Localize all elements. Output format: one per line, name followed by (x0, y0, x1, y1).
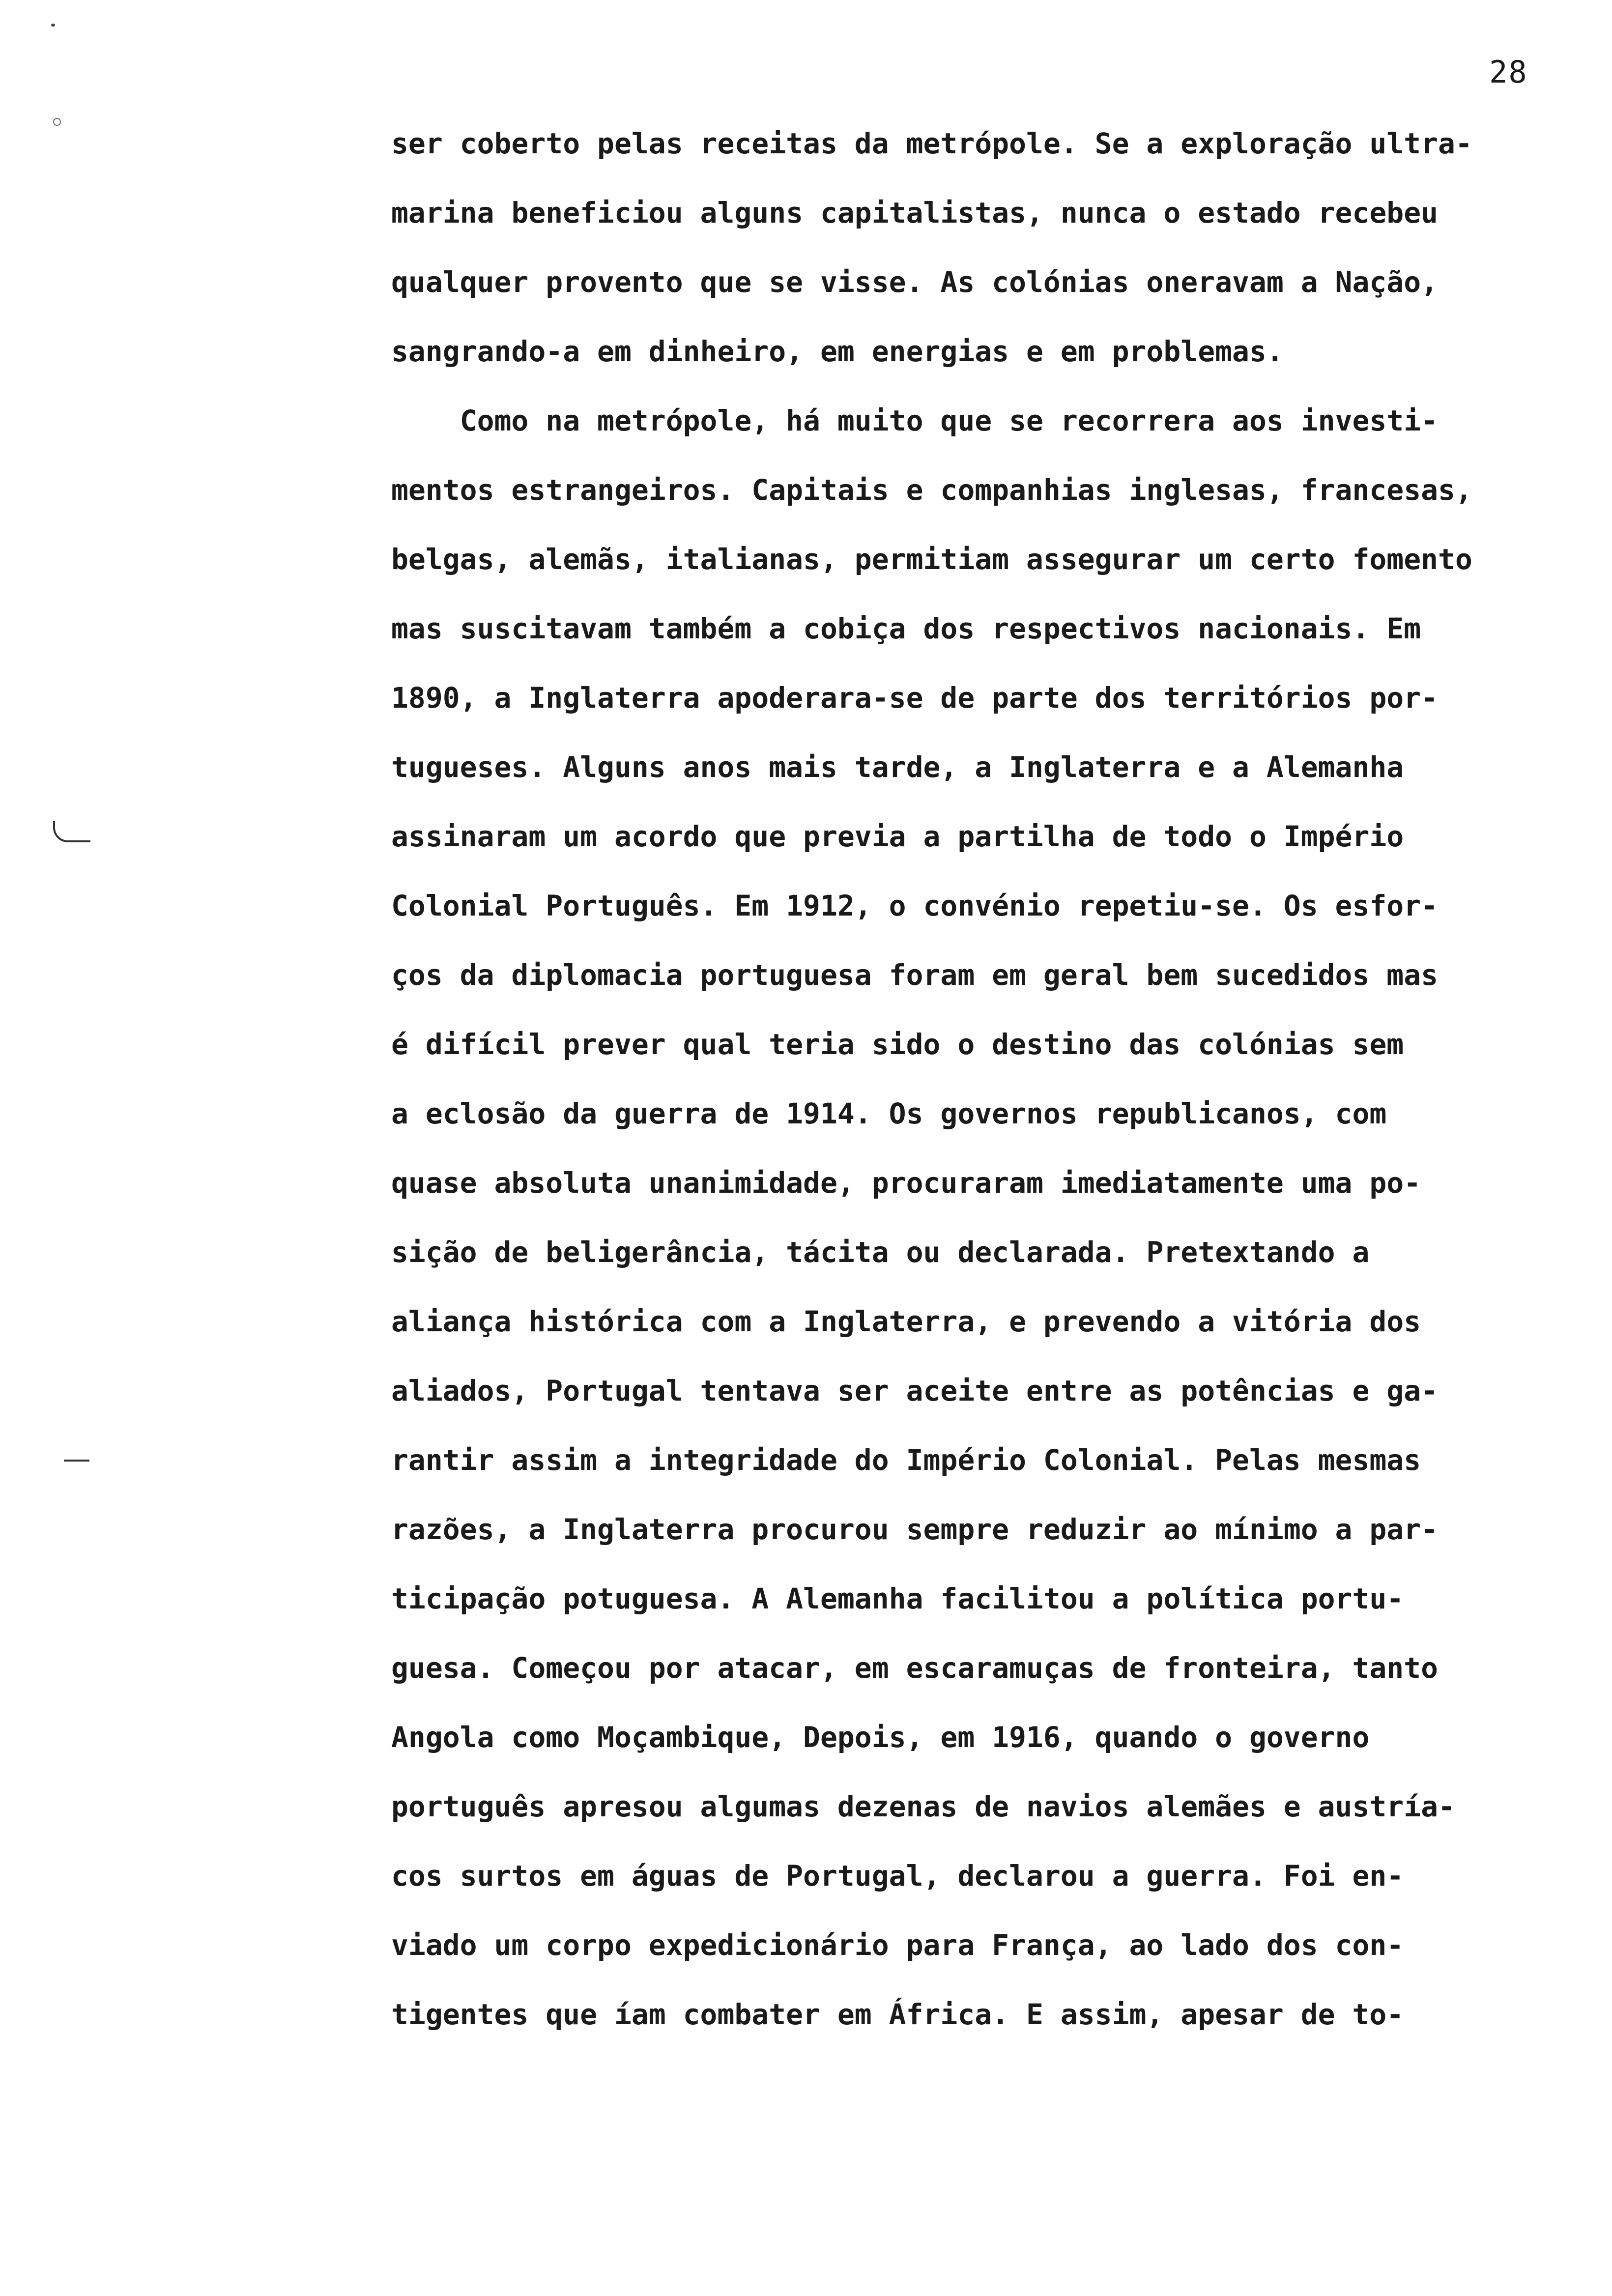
text-line: 1890, a Inglaterra apoderara-se de parte dos territórios por- (391, 681, 1439, 715)
text-line: guesa. Começou por atacar, em escaramuças de fronteira, tanto (391, 1651, 1439, 1685)
text-line: mas suscitavam também a cobiça dos respectivos nacionais. Em (391, 612, 1421, 645)
text-line: viado um corpo expedicionário para França, ao lado dos con- (391, 1928, 1404, 1962)
text-line: ticipação potuguesa. A Alemanha facilitou a política portu- (391, 1582, 1404, 1615)
text-line: tugueses. Alguns anos mais tarde, a Inglaterra e a Alemanha (391, 750, 1404, 784)
text-line: qualquer provento que se visse. As colónias oneravam a Nação, (391, 265, 1439, 299)
text-line: mentos estrangeiros. Capitais e companhias inglesas, francesas, (391, 473, 1472, 507)
text-line: ser coberto pelas receitas da metrópole. Se a exploração ultra- (391, 127, 1472, 160)
margin-hole-mark (53, 118, 61, 126)
text-line: tigentes que íam combater em África. E assim, apesar de to- (391, 1998, 1404, 2031)
text-line: aliados, Portugal tentava ser aceite entre as potências e ga- (391, 1374, 1439, 1407)
text-line: razões, a Inglaterra procurou sempre reduzir ao mínimo a par- (391, 1513, 1439, 1546)
text-line: sição de beligerância, tácita ou declarada. Pretextando a (391, 1235, 1370, 1269)
text-line: ços da diplomacia portuguesa foram em geral bem sucedidos mas (391, 958, 1439, 992)
text-line: belgas, alemãs, italianas, permitiam assegurar um certo fomento (391, 543, 1472, 576)
margin-speck (51, 24, 55, 27)
text-line: português apresou algumas dezenas de navios alemães e austría- (391, 1790, 1455, 1823)
text-line: cos surtos em águas de Portugal, declarou a guerra. Foi en- (391, 1859, 1404, 1893)
text-line: é difícil prever qual teria sido o destino das colónias sem (391, 1028, 1404, 1061)
margin-dash-mark (64, 1460, 89, 1462)
text-line: Angola como Moçambique, Depois, em 1916, quando o governo (391, 1721, 1370, 1754)
text-line: a eclosão da guerra de 1914. Os governos republicanos, com (391, 1097, 1387, 1130)
body-text (391, 109, 1610, 2049)
margin-pencil-mark (53, 821, 90, 842)
text-line: sangrando-a em dinheiro, em energias e em problemas. (391, 335, 1284, 368)
text-line: marina beneficiou alguns capitalistas, nunca o estado recebeu (391, 196, 1439, 230)
text-line: assinaram um acordo que previa a partilha de todo o Império (391, 820, 1404, 853)
text-line: Como na metrópole, há muito que se recorrera aos investi- (391, 404, 1439, 437)
text-line: aliança histórica com a Inglaterra, e prevendo a vitória dos (391, 1305, 1421, 1338)
page-number: 28 (1489, 54, 1528, 90)
text-line: rantir assim a integridade do Império Colonial. Pelas mesmas (391, 1443, 1421, 1477)
text-line: quase absoluta unanimidade, procuraram imediatamente uma po- (391, 1166, 1421, 1200)
text-line: Colonial Português. Em 1912, o convénio repetiu-se. Os esfor- (391, 889, 1439, 922)
